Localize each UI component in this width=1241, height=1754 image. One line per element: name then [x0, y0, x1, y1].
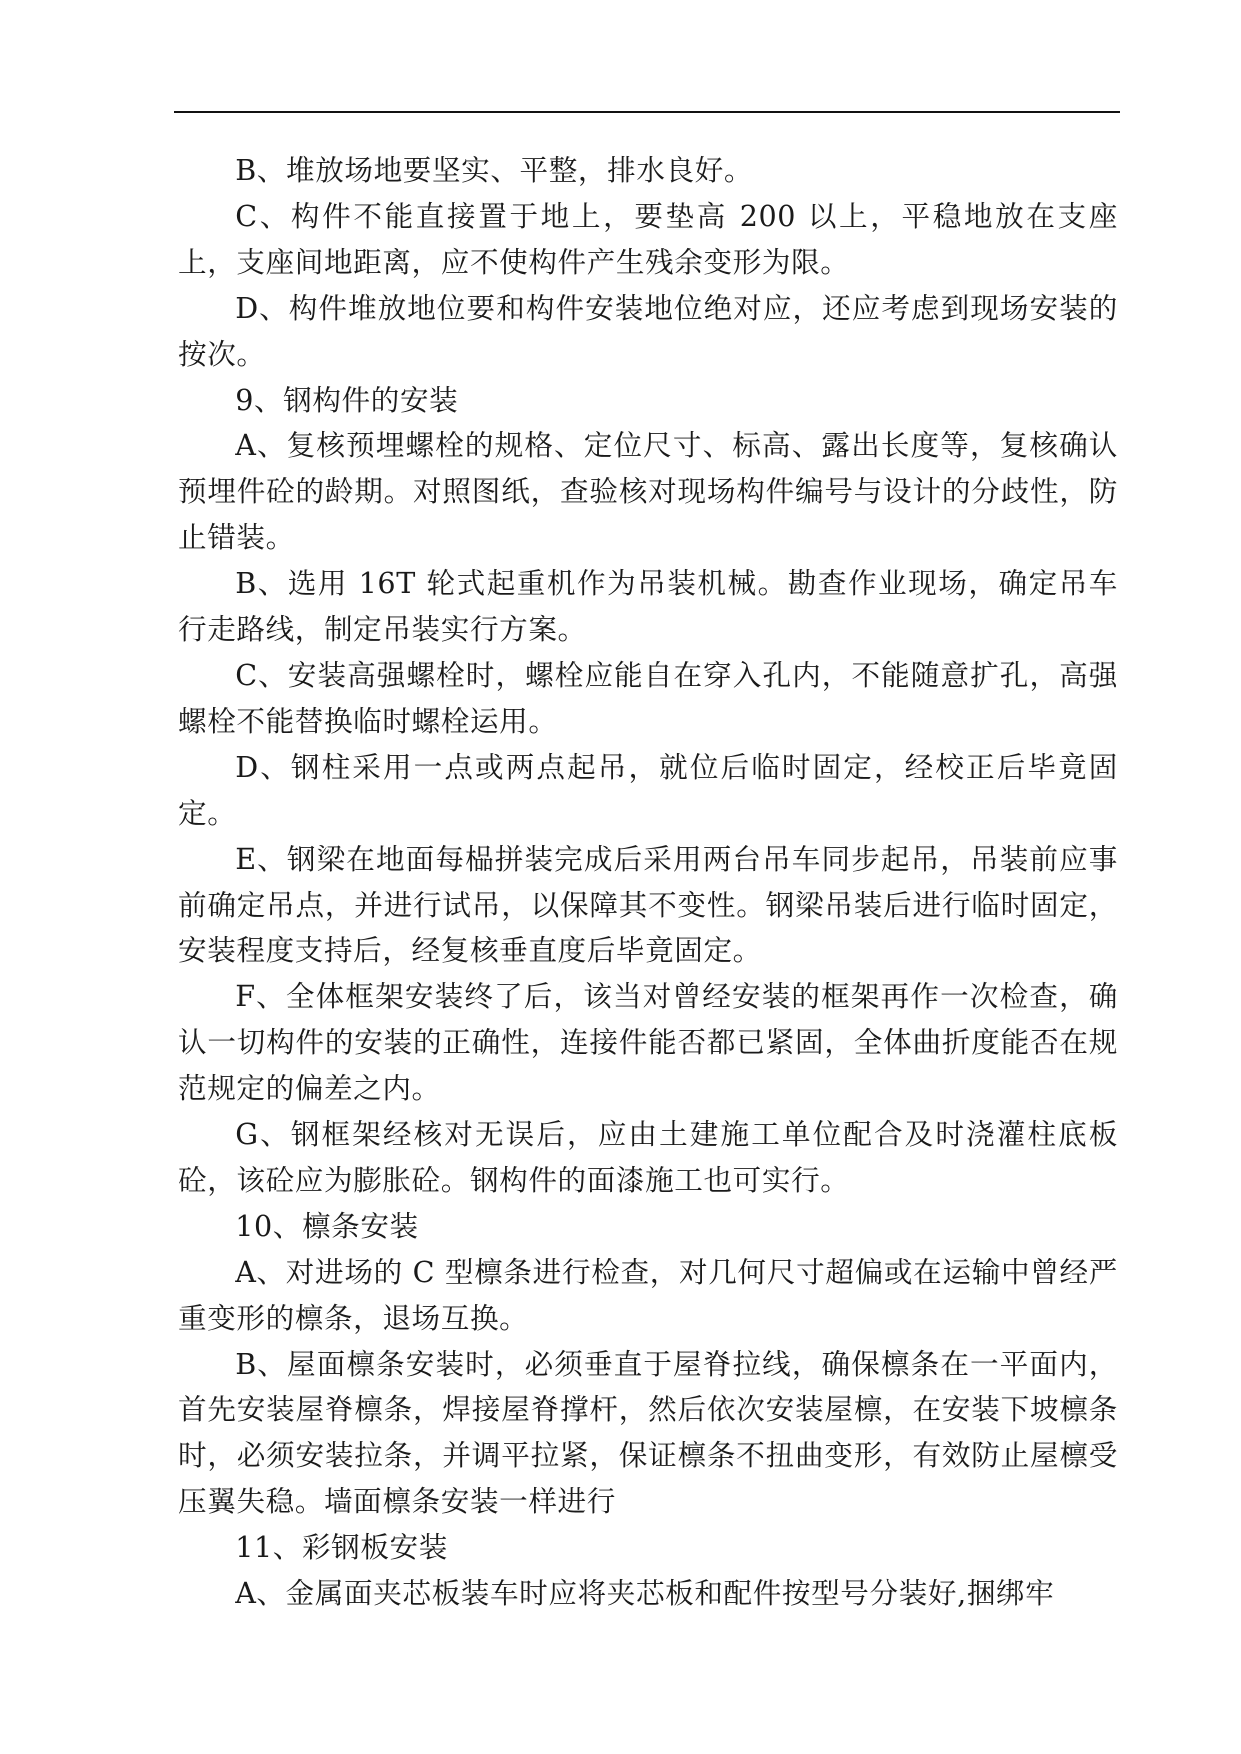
paragraph: B、屋面檩条安装时，必须垂直于屋脊拉线，确保檩条在一平面内，首先安装屋脊檩条，焊接屋脊撑杆，然后依次安装屋檩，在安装下坡檩条时，必须安装拉条，并调平拉紧，保证檩条不扭曲变形，有效防止屋檩受压翼失稳。墙面檩条安装一样进行	[178, 1346, 1118, 1519]
paragraph: A、复核预埋螺栓的规格、定位尺寸、标高、露出长度等，复核确认预埋件砼的龄期。对照图纸，查验核对现场构件编号与设计的分歧性，防止错装。	[178, 428, 1118, 555]
section-heading: 9、钢构件的安装	[235, 382, 459, 417]
section-heading: 11、彩钢板安装	[235, 1530, 448, 1565]
paragraph: G、钢框架经核对无误后，应由土建施工单位配合及时浇灌柱底板砼，该砼应为膨胀砼。钢构件的面漆施工也可实行。	[178, 1117, 1118, 1197]
paragraph: B、堆放场地要坚实、平整，排水良好。	[235, 153, 754, 187]
paragraph: D、构件堆放地位要和构件安装地位绝对应，还应考虑到现场安装的按次。	[178, 290, 1118, 371]
paragraph: A、对进场的 C 型檩条进行检查，对几何尺寸超偏或在运输中曾经严重变形的檩条，退场互换。	[178, 1254, 1118, 1335]
header-rule	[174, 111, 1120, 113]
paragraph: C、构件不能直接置于地上，要垫高 200 以上，平稳地放在支座上，支座间地距离，应不使构件产生残余变形为限。	[178, 198, 1118, 279]
paragraph: A、金属面夹芯板装车时应将夹芯板和配件按型号分装好,捆绑牢	[235, 1576, 1055, 1611]
paragraph: B、选用 16T 轮式起重机作为吊装机械。勘查作业现场，确定吊车行走路线，制定吊装实行方案。	[178, 566, 1118, 647]
body-text	[178, 148, 1118, 1617]
paragraph: F、全体框架安装终了后，该当对曾经安装的框架再作一次检查，确认一切构件的安装的正确性，连接件能否都已紧固，全体曲折度能否在规范规定的偏差之内。	[178, 979, 1118, 1106]
paragraph: D、钢柱采用一点或两点起吊，就位后临时固定，经校正后毕竟固定。	[178, 749, 1118, 830]
section-heading: 10、檩条安装	[235, 1208, 419, 1243]
paragraph: C、安装高强螺栓时，螺栓应能自在穿入孔内，不能随意扩孔，高强螺栓不能替换临时螺栓运用。	[178, 657, 1118, 738]
paragraph: E、钢梁在地面每榀拼装完成后采用两台吊车同步起吊，吊装前应事前确定吊点，并进行试吊，以保障其不变性。钢梁吊装后进行临时固定，安装程度支持后，经复核垂直度后毕竟固定。	[178, 841, 1118, 968]
